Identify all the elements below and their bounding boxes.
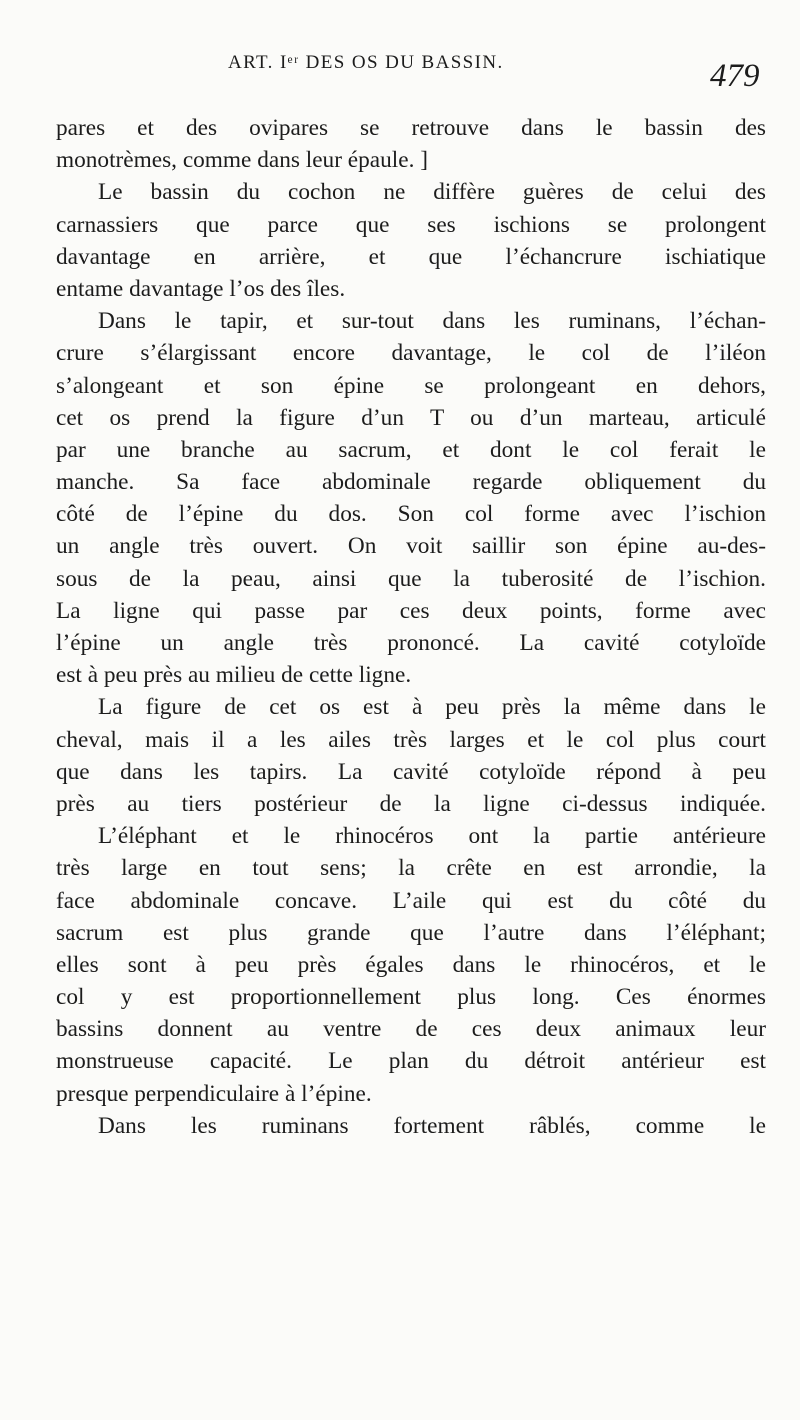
text-line: côté de l’épine du dos. Son col forme avec l’ischion — [56, 501, 766, 528]
text-line: cet os prend la figure d’un T ou d’un marteau, articulé — [56, 404, 766, 431]
text-line: carnassiers que parce que ses ischions se prolongent — [56, 211, 766, 238]
text-line: face abdominale concave. L’aile qui est du côté du — [56, 887, 766, 914]
text-line: Dans le tapir, et sur-tout dans les ruminans, l’échan- — [98, 308, 766, 335]
text-line: entame davantage l’os des îles. — [56, 275, 346, 302]
text-line: La figure de cet os est à peu près la même dans le — [98, 694, 766, 721]
text-line: Le bassin du cochon ne diffère guères de celui des — [98, 179, 766, 206]
text-line: sacrum est plus grande que l’autre dans l’éléphant; — [56, 919, 766, 946]
page-number: 479 — [710, 58, 760, 94]
text-line: La ligne qui passe par ces deux points, forme avec — [56, 597, 766, 624]
text-line: s’alongeant et son épine se prolongeant en dehors, — [56, 372, 766, 399]
text-line: cheval, mais il a les ailes très larges et le col plus court — [56, 726, 766, 753]
text-line: davantage en arrière, et que l’échancrure ischiatique — [56, 243, 766, 270]
text-line: col y est proportionnellement plus long. Ces énormes — [56, 984, 766, 1011]
text-line: un angle très ouvert. On voit saillir son épine au-des- — [56, 533, 766, 560]
text-line: monstrueuse capacité. Le plan du détroit antérieur est — [56, 1048, 766, 1075]
text-line: Dans les ruminans fortement râblés, comme le — [98, 1112, 766, 1139]
text-line: crure s’élargissant encore davantage, le col de l’iléon — [56, 340, 766, 367]
text-line: pares et des ovipares se retrouve dans le bassin des — [56, 115, 766, 141]
text-line: très large en tout sens; la crête en est arrondie, la — [56, 855, 766, 882]
text-line: manche. Sa face abdominale regarde obliquement du — [56, 469, 766, 496]
text-line: l’épine un angle très prononcé. La cavité cotyloïde — [56, 630, 766, 656]
text-line: par une branche au sacrum, et dont le col ferait le — [56, 436, 766, 463]
text-line: sous de la peau, ainsi que la tuberosité de l’ischion. — [56, 565, 766, 592]
text-line: est à peu près au milieu de cette ligne. — [56, 662, 412, 689]
text-line: elles sont à peu près égales dans le rhinocéros, et le — [56, 951, 766, 978]
body-text — [56, 112, 766, 1142]
text-line: bassins donnent au ventre de ces deux animaux leur — [56, 1016, 766, 1043]
text-line: presque perpendiculaire à l’épine. — [56, 1080, 372, 1107]
running-head: ART. Iᵉʳ DES OS DU BASSIN. — [228, 52, 504, 73]
text-line: monotrèmes, comme dans leur épaule. ] — [56, 147, 428, 174]
text-line: que dans les tapirs. La cavité cotyloïde répond à peu — [56, 758, 766, 785]
text-line: L’éléphant et le rhinocéros ont la partie antérieure — [98, 823, 766, 850]
text-line: près au tiers postérieur de la ligne ci-dessus indiquée. — [56, 790, 766, 817]
page-header — [0, 48, 800, 94]
